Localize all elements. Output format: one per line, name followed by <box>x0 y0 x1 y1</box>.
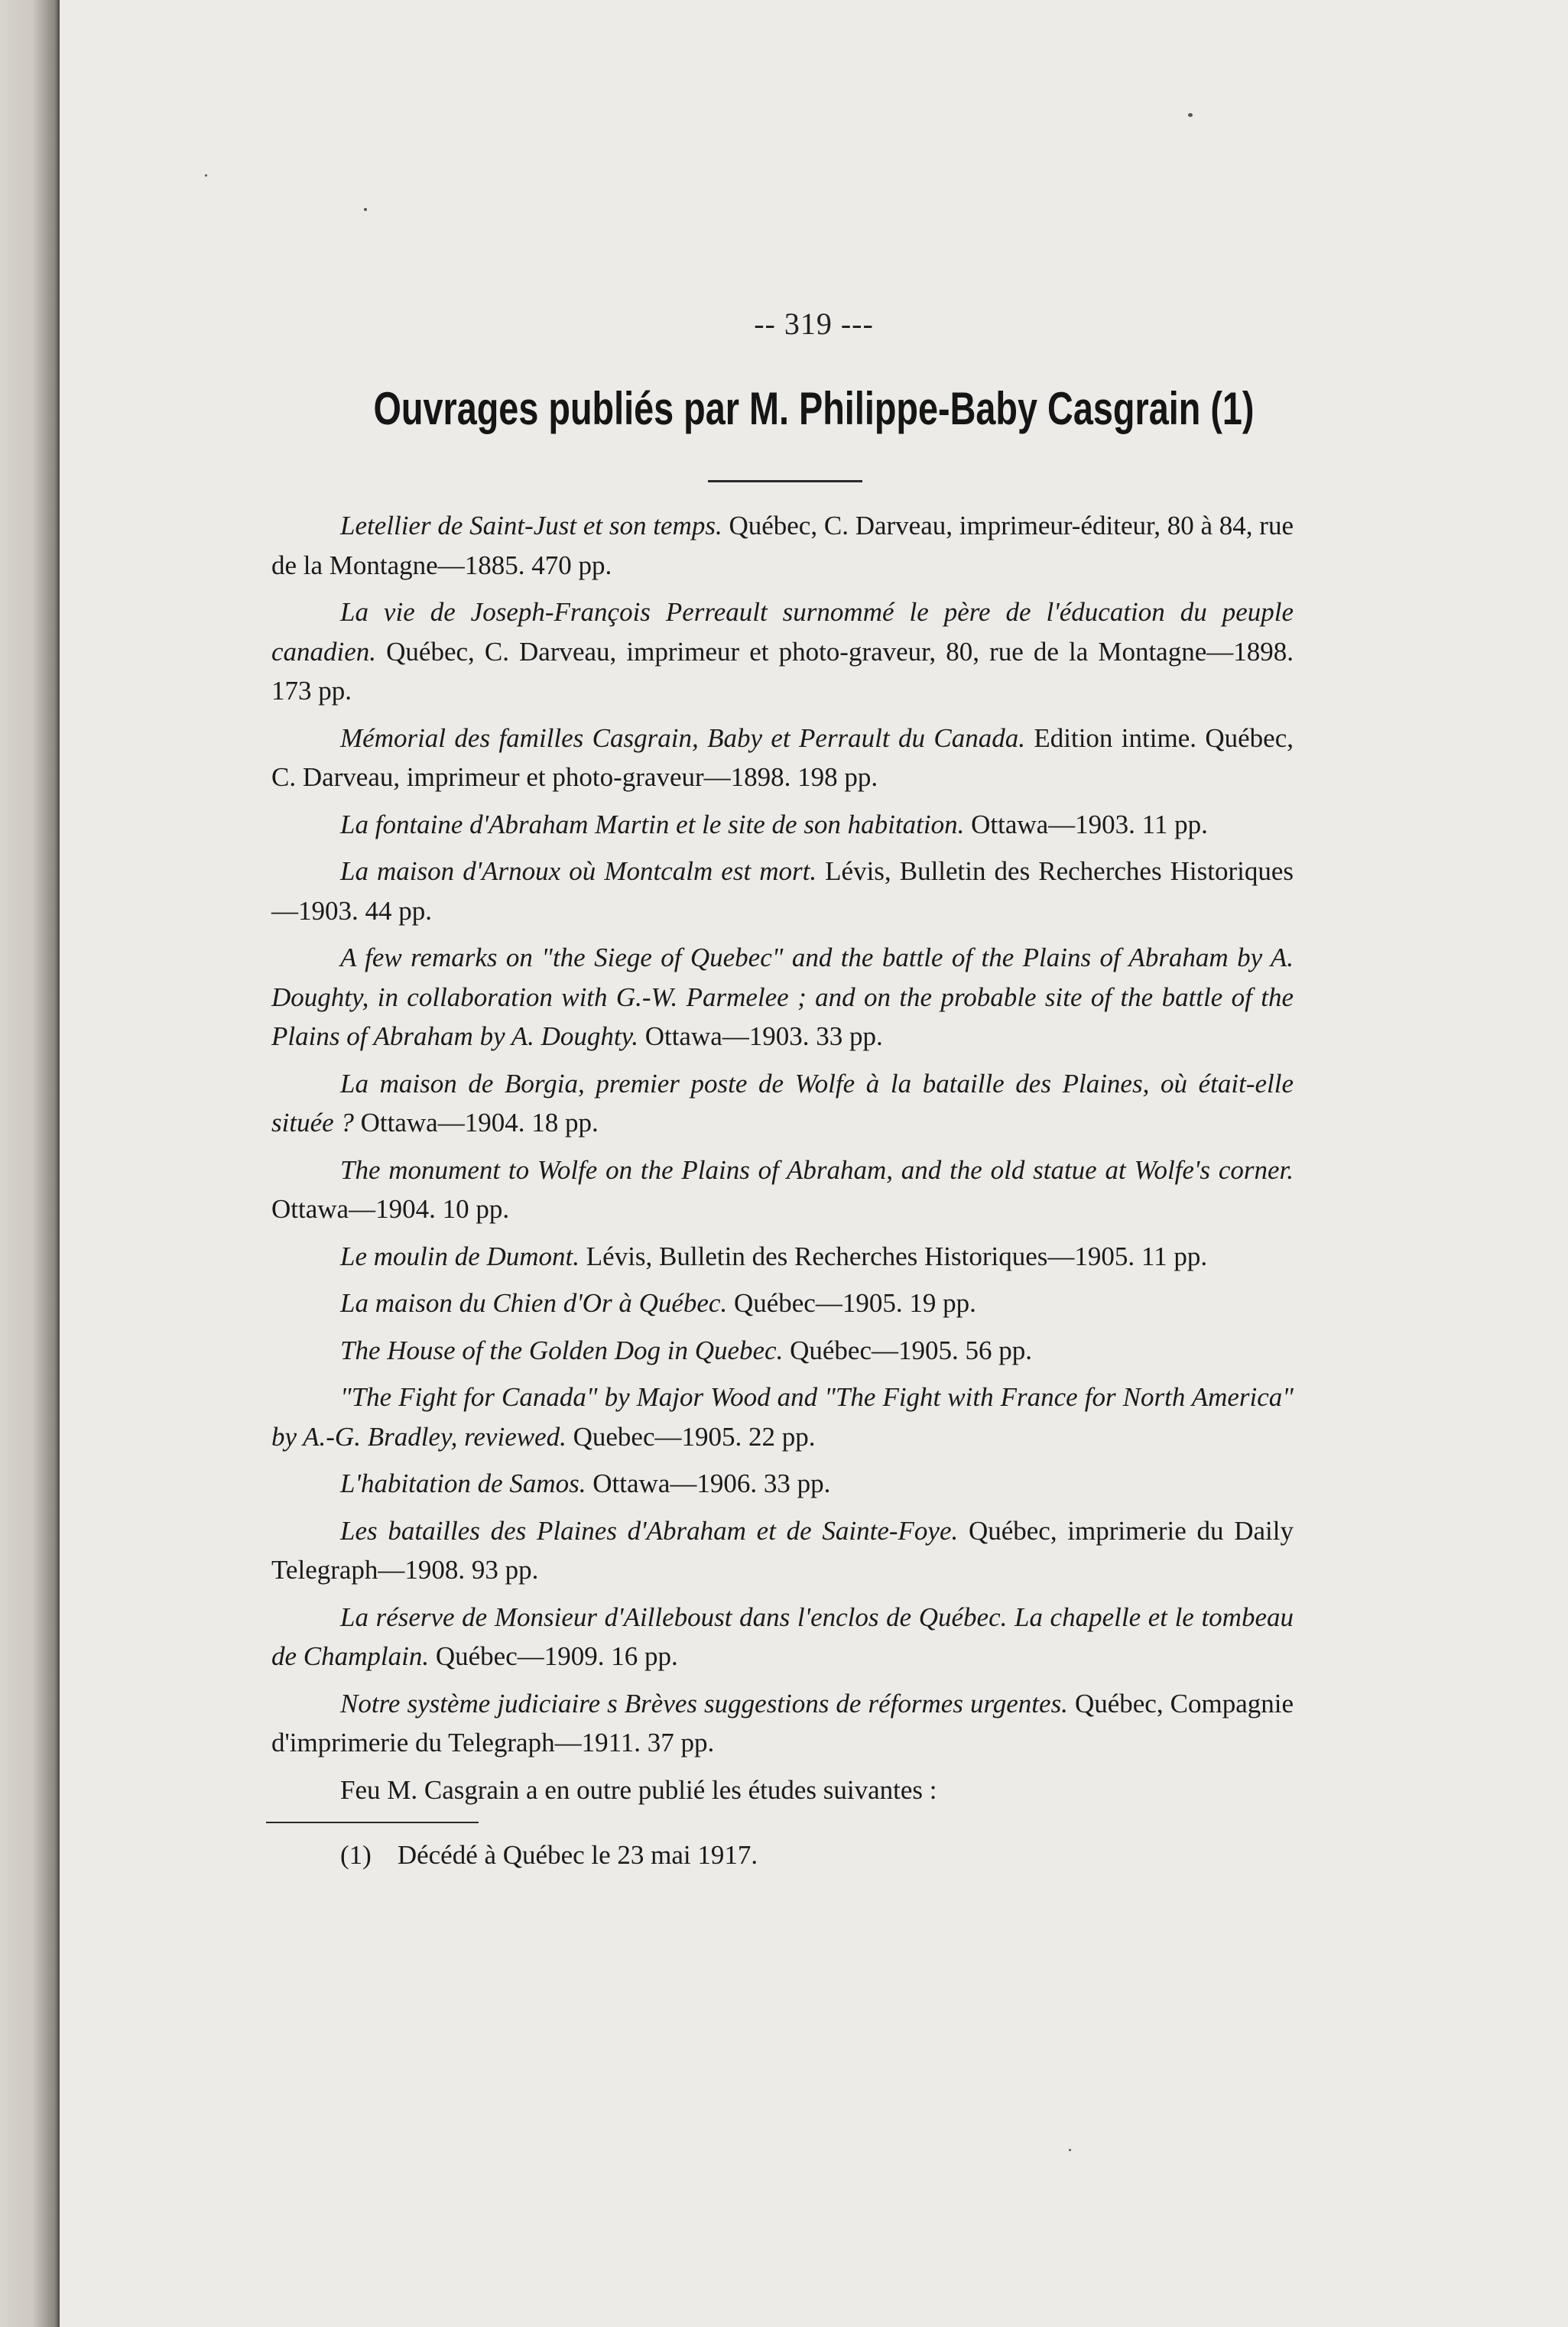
publication-details: Québec—1909. 16 pp. <box>429 1641 678 1671</box>
bibliography-list <box>271 506 1294 1817</box>
page-title: Ouvrages publiés par M. Philippe-Baby Casgrain (1) <box>373 383 1255 434</box>
paper-speck <box>1188 113 1193 117</box>
work-title: La fontaine d'Abraham Martin et le site de son habitation. <box>340 809 965 839</box>
work-title: La maison du Chien d'Or à Québec. <box>340 1288 728 1318</box>
book-spine-shadow <box>0 0 60 2327</box>
bibliography-entry <box>271 1511 1294 1590</box>
work-title: Notre système judiciaire s Brèves suggestions de réformes urgentes. <box>340 1688 1068 1718</box>
publication-details: Québec, C. Darveau, imprimeur et photo-graveur, 80, rue de la Montagne—1898. 173 pp. <box>271 636 1294 706</box>
publication-details: Québec, Compagnie d'imprimerie du Telegraph—1911. 37 pp. <box>271 1688 1294 1757</box>
title-rule <box>708 480 862 482</box>
footnote <box>340 1836 758 1874</box>
publication-details: Ottawa—1903. 33 pp. <box>638 1021 883 1051</box>
bibliography-entry <box>271 852 1294 930</box>
work-title: La vie de Joseph-François Perreault surnommé le père de l'éducation du peuple canadien. <box>271 597 1294 667</box>
publication-details: Québec, C. Darveau, imprimeur-éditeur, 80 à 84, rue de la Montagne—1885. 470 pp. <box>271 511 1294 580</box>
publication-details: Lévis, Bulletin des Recherches Historiques—1905. 11 pp. <box>579 1241 1208 1271</box>
publication-details: Ottawa—1904. 18 pp. <box>353 1108 599 1138</box>
publication-details: Quebec—1905. 22 pp. <box>566 1421 816 1452</box>
bibliography-entry <box>271 1064 1294 1143</box>
bibliography-entry <box>271 805 1294 845</box>
publication-details: Québec—1905. 19 pp. <box>727 1288 976 1318</box>
work-title: A few remarks on "the Siege of Quebec" and the battle of the Plains of Abraham by A. Doughty, in collaboration with G.-W. Parmelee ; and on the probable site of the battle of the Plains of Abraham by A. Doughty. <box>271 943 1294 1051</box>
work-title: Le moulin de Dumont. <box>340 1241 580 1271</box>
work-title: Les batailles des Plaines d'Abraham et de Sainte-Foye. <box>340 1515 959 1546</box>
bibliography-entry <box>271 1237 1294 1277</box>
publication-details: Québec, imprimerie du Daily Telegraph—1908. 93 pp. <box>271 1515 1294 1585</box>
publication-details: Québec—1905. 56 pp. <box>783 1335 1032 1365</box>
page-number: -- 319 --- <box>754 307 874 341</box>
paper-speck <box>205 174 207 177</box>
work-title: La réserve de Monsieur d'Ailleboust dans l'enclos de Québec. La chapelle et le tombeau de Champlain. <box>271 1602 1294 1671</box>
paper-speck <box>1069 2149 1071 2151</box>
closing-line: Feu M. Casgrain a en outre publié les études suivantes : <box>340 1774 937 1805</box>
publication-details: Edition intime. Québec, C. Darveau, imprimeur et photo-graveur—1898. 198 pp. <box>271 722 1294 792</box>
publication-details: Lévis, Bulletin des Recherches Historiques—1903. 44 pp. <box>271 856 1294 926</box>
bibliography-entry <box>271 719 1294 797</box>
bibliography-entry <box>271 592 1294 711</box>
bibliography-entry <box>271 1598 1294 1676</box>
work-title: La maison de Borgia, premier poste de Wolfe à la bataille des Plaines, où était-elle située ? <box>271 1068 1294 1138</box>
publication-details: Ottawa—1906. 33 pp. <box>586 1469 831 1498</box>
work-title: L'habitation de Samos. <box>340 1469 586 1498</box>
work-title: Letellier de Saint-Just et son temps. <box>340 511 722 540</box>
footnote-separator <box>266 1822 479 1823</box>
work-title: Mémorial des familles Casgrain, Baby et Perrault du Canada. <box>340 722 1025 753</box>
bibliography-entry <box>271 1331 1294 1371</box>
bibliography-entry <box>271 938 1294 1056</box>
work-title: The monument to Wolfe on the Plains of Abraham, and the old statue at Wolfe's corner. <box>340 1154 1294 1185</box>
work-title: La maison d'Arnoux où Montcalm est mort. <box>340 856 817 886</box>
book-page <box>60 0 1568 2327</box>
bibliography-entry <box>271 1684 1294 1763</box>
footnote-mark: (1) <box>340 1840 372 1870</box>
publication-details: Ottawa—1904. 10 pp. <box>271 1194 510 1224</box>
bibliography-entry <box>271 1378 1294 1456</box>
bibliography-entry <box>271 506 1294 585</box>
bibliography-entry <box>271 1464 1294 1504</box>
work-title: "The Fight for Canada" by Major Wood and "The Fight with France for North America" by A.-G. Bradley, reviewed. <box>271 1382 1294 1452</box>
work-title: The House of the Golden Dog in Quebec. <box>340 1335 784 1365</box>
bibliography-entry <box>271 1151 1294 1229</box>
paper-speck <box>364 208 367 211</box>
publication-details: Ottawa—1903. 11 pp. <box>964 809 1208 839</box>
bibliography-entry <box>271 1284 1294 1323</box>
footnote-text: Décédé à Québec le 23 mai 1917. <box>397 1840 758 1870</box>
